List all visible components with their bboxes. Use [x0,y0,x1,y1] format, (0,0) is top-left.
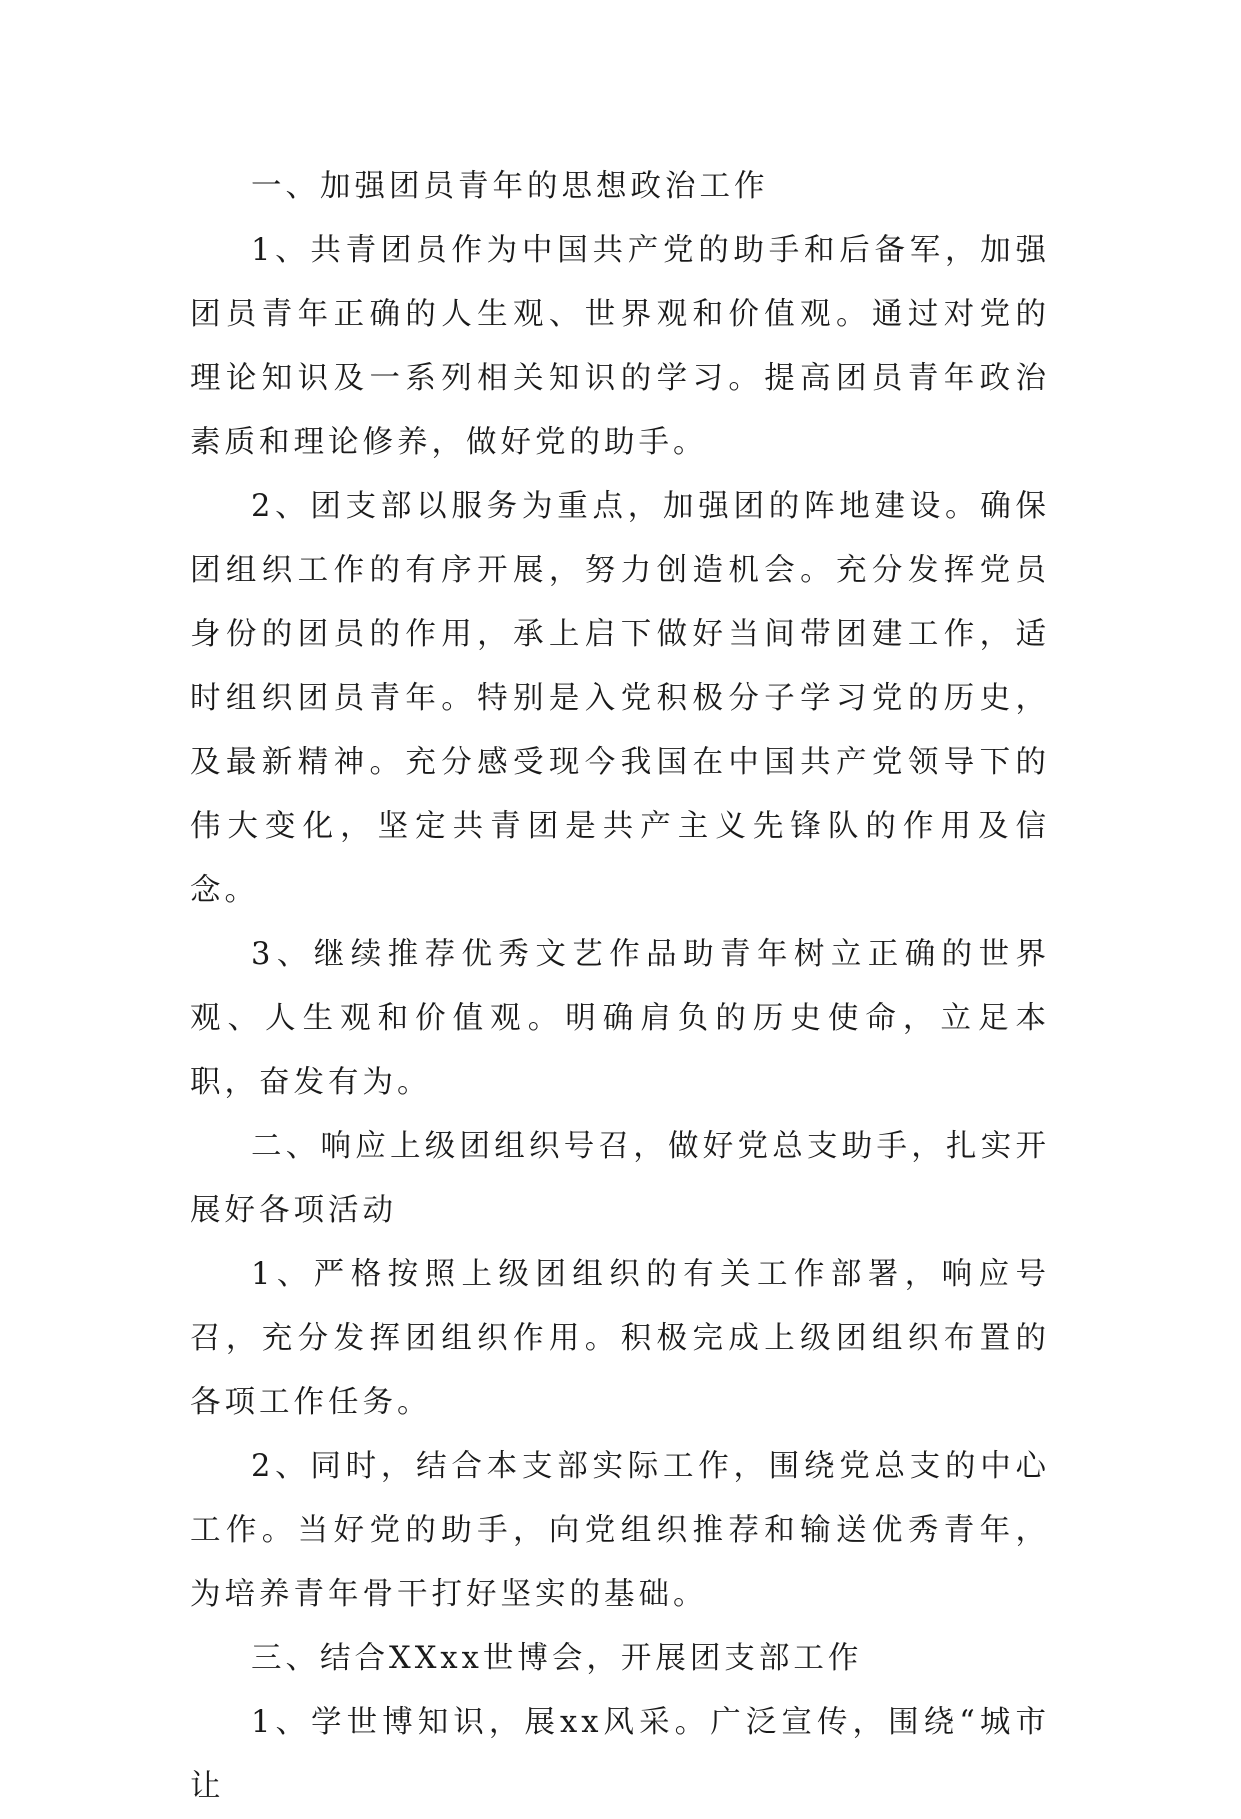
paragraph-3-1: 1、学世博知识，展xx风采。广泛宣传，围绕“城市让 [190,1705,1050,1804]
paragraph-1-3: 3、继续推荐优秀文艺作品助青年树立正确的世界观、人生观和价值观。明确肩负的历史使命，立足本职，奋发有为。 [190,937,1050,1100]
document-body [190,155,1050,1819]
paragraph-2-1: 1、严格按照上级团组织的有关工作部署，响应号召，充分发挥团组织作用。积极完成上级团组织布置的各项工作任务。 [190,1257,1050,1420]
paragraph-2-2: 2、同时，结合本支部实际工作，围绕党总支的中心工作。当好党的助手，向党组织推荐和输送优秀青年，为培养青年骨干打好坚实的基础。 [190,1449,1050,1612]
paragraph-1-1: 1、共青团员作为中国共产党的助手和后备军，加强团员青年正确的人生观、世界观和价值观。通过对党的理论知识及一系列相关知识的学习。提高团员青年政治素质和理论修养，做好党的助手。 [190,233,1050,460]
section-heading-1: 一、加强团员青年的思想政治工作 [251,169,769,204]
section-heading-3: 三、结合XXxx世博会，开展团支部工作 [251,1641,863,1676]
paragraph-1-2: 2、团支部以服务为重点，加强团的阵地建设。确保团组织工作的有序开展，努力创造机会。充分发挥党员身份的团员的作用，承上启下做好当间带团建工作，适时组织团员青年。特别是入党积极分子学习党的历史，及最新精神。充分感受现今我国在中国共产党领导下的伟大变化，坚定共青团是共产主义先锋队的作用及信念。 [190,489,1050,908]
section-heading-2: 二、响应上级团组织号召，做好党总支助手，扎实开展好各项活动 [190,1129,1050,1228]
